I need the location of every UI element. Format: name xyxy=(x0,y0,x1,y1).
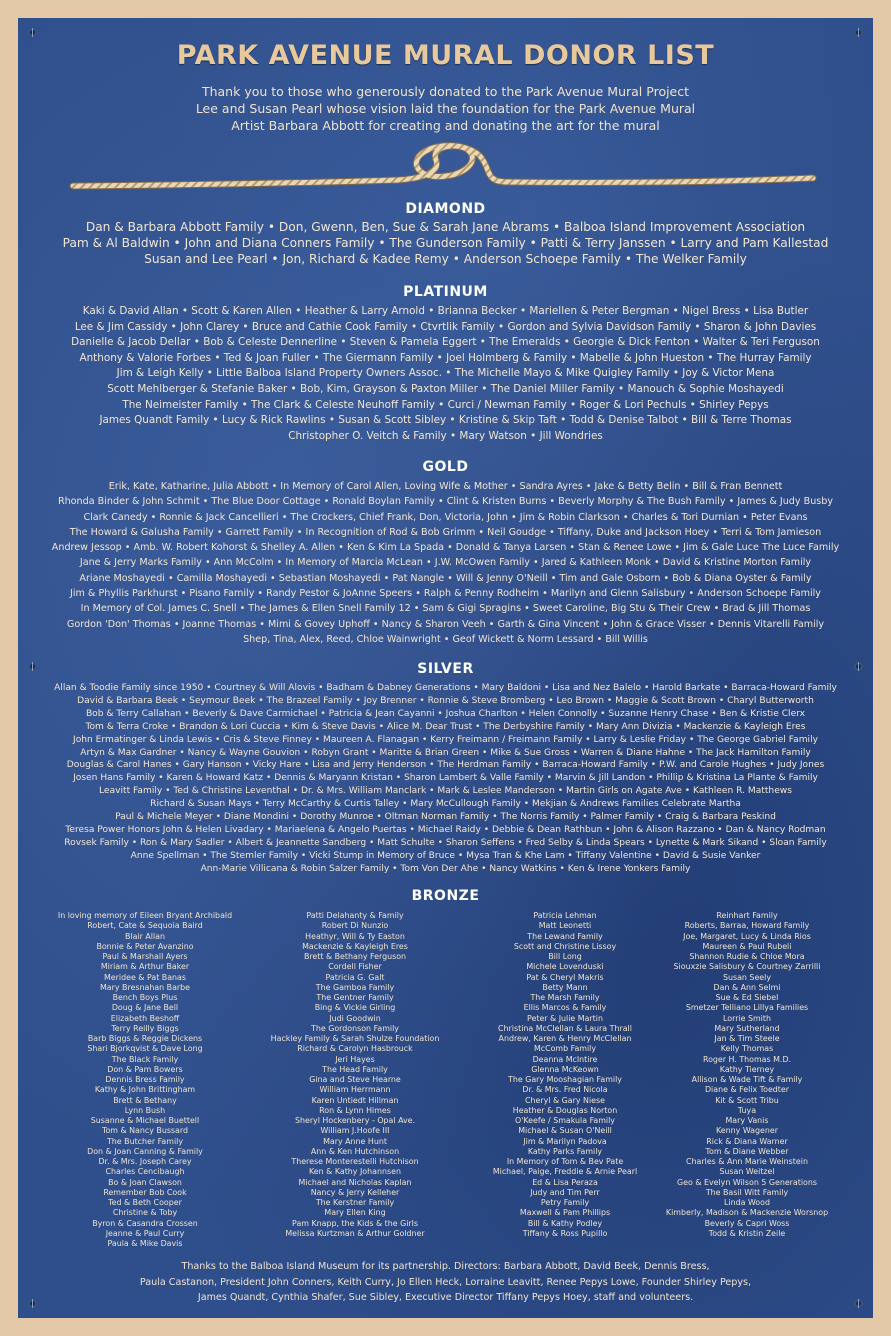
bronze-donor: Mackenzie & Kayleigh Eres xyxy=(302,941,408,951)
bronze-donor: Judi Goodwin xyxy=(329,1013,381,1023)
bronze-donor: Terry Reilly Biggs xyxy=(111,1023,179,1033)
bronze-donor: Roberts, Barraa, Howard Family xyxy=(684,921,810,931)
bronze-donor: Andrew, Karen & Henry McClellan xyxy=(498,1034,632,1043)
bronze-donor: Cheryl & Gary Niese xyxy=(525,1095,605,1105)
donor-line: Christopher O. Veitch & Family • Mary Watson • Jill Wondries xyxy=(288,429,603,442)
bronze-donor: Judy and Tim Perr xyxy=(530,1187,600,1197)
bronze-column-1 xyxy=(38,911,252,1249)
gold-donors xyxy=(18,479,873,647)
bronze-donor: Mary Sutherland xyxy=(714,1023,780,1033)
bronze-donor: Barb Biggs & Reggie Dickens xyxy=(87,1034,203,1043)
bronze-donor: Tuya xyxy=(737,1105,757,1115)
bronze-donor: Kimberly, Madison & Mackenzie Worsnop xyxy=(665,1208,829,1218)
bronze-donor: Miriam & Arthur Baker xyxy=(100,962,190,972)
donor-plaque xyxy=(18,18,873,1318)
donor-line: Clark Canedy • Ronnie & Jack Cancellieri • The Crockers, Chief Frank, Don, Victoria, John • Jim & Robin Clarkson • Charles & Tori Durnian • Peter Evans xyxy=(83,511,808,523)
donor-line: Allan & Toodie Family since 1950 • Courtney & Will Alovis • Badham & Dabney Generations • Mary Baldoni • Lisa and Nez Balelo • Harold Barkate • Barraca-Howard Family xyxy=(54,683,837,693)
bronze-donor: Todd & Kristin Zeile xyxy=(708,1228,786,1238)
donor-line: Richard & Susan Mays • Terry McCarthy & Curtis Talley • Mary McCullough Family • Mekjian & Andrews Families Celebrate Martha xyxy=(150,799,741,810)
bronze-donor: Melissa Kurtzman & Arthur Goldner xyxy=(285,1228,425,1238)
bronze-donor: Michael and Nicholas Kaplan xyxy=(298,1177,412,1187)
bronze-donor: Scott and Christine Lissoy xyxy=(513,941,617,951)
bronze-donor: Jeri Hayes xyxy=(335,1054,375,1064)
donor-line: Kaki & David Allan • Scott & Karen Allen • Heather & Larry Arnold • Brianna Becker • Mariellen & Peter Bergman • Nigel Bress • Lisa Butler xyxy=(82,305,809,317)
intro-line: Thank you to those who generously donated to the Park Avenue Mural Project xyxy=(201,84,690,99)
bronze-donor: Bench Boys Plus xyxy=(112,993,178,1002)
bronze-donor: Robert, Cate & Sequoia Baird xyxy=(87,921,203,931)
bronze-donor: Jeanne & Paul Curry xyxy=(105,1228,185,1238)
bronze-donor: Don & Joan Canning & Family xyxy=(87,1146,203,1156)
bronze-donor: Petry Family xyxy=(540,1198,590,1207)
bronze-column-4 xyxy=(640,911,854,1239)
donor-line: Paul & Michele Meyer • Diane Mondini • Dorothy Munroe • Oltman Norman Family • The Norris Family • Palmer Family • Craig & Barbara Peskind xyxy=(115,812,776,823)
bronze-donor: Shari Bjorkqvist & Dave Long xyxy=(87,1044,203,1054)
bronze-donor: Christina McClellan & Laura Thrall xyxy=(498,1023,632,1033)
bronze-donor: Heathyr, Will & Ty Easton xyxy=(305,931,405,941)
bronze-column-2 xyxy=(248,911,462,1239)
bronze-donor: Dan & Ann Selmi xyxy=(713,982,781,992)
bronze-donor: Heather & Douglas Norton xyxy=(512,1105,618,1115)
donor-line: Teresa Power Honors John & Helen Livadary • Mariaelena & Angelo Puertas • Michael Raidy • Debbie & Dean Rathbun • John & Alison Razzano • Dan & Nancy Rodman xyxy=(65,824,826,835)
bronze-donor: The Gamboa Family xyxy=(315,982,395,992)
bronze-donor: McComb Family xyxy=(533,1044,597,1054)
bronze-donor: Mary Ellen King xyxy=(324,1208,386,1218)
donor-line: Josen Hans Family • Karen & Howard Katz • Dennis & Maryann Kristan • Sharon Lambert & Valle Family • Marvin & Jill Landon • Phillip & Kristina La Plante & Family xyxy=(73,773,818,784)
bronze-donor: The Head Family xyxy=(322,1064,388,1074)
bronze-donor: Ted & Beth Cooper xyxy=(108,1198,182,1207)
bronze-donor: Betty Mann xyxy=(542,982,588,992)
bronze-donor: Michele Lovenduski xyxy=(526,962,604,972)
bronze-donor: Smetzer Telliano Lillya Families xyxy=(685,1003,809,1013)
donor-line: Jane & Jerry Marks Family • Ann McColm • In Memory of Marcia McLean • J.W. McOwen Family • Jared & Kathleen Monk • David & Kristine Morton Family xyxy=(79,557,812,569)
bronze-donor: Patricia G. Galt xyxy=(325,972,385,982)
bronze-donor: Doug & Jane Bell xyxy=(111,1003,179,1013)
donor-line: The Neimeister Family • The Clark & Celeste Neuhoff Family • Curci / Newman Family • Roger & Lori Pechuls • Shirley Pepys xyxy=(122,398,769,411)
bronze-donor: Ellis Marcos & Family xyxy=(523,1003,607,1013)
bronze-donor: Diane & Felix Toedter xyxy=(704,1085,789,1095)
screw-icon xyxy=(854,28,863,37)
bronze-donor: Dr. & Mrs. Fred Nicola xyxy=(522,1085,608,1095)
bronze-donor: Paula & Mike Davis xyxy=(107,1239,183,1248)
intro-line: Lee and Susan Pearl whose vision laid the foundation for the Park Avenue Mural xyxy=(195,101,696,116)
bronze-donor: Robert Di Nunzio xyxy=(321,921,389,931)
donor-line: Dan & Barbara Abbott Family • Don, Gwenn, Ben, Sue & Sarah Jane Abrams • Balboa Island Improvement Association xyxy=(85,220,806,234)
bronze-donor: Susan Weitzel xyxy=(719,1167,775,1177)
bronze-donor: Kit & Scott Tribu xyxy=(715,1095,779,1105)
bronze-donor: Gina and Steve Hearne xyxy=(309,1075,401,1084)
bronze-heading: BRONZE xyxy=(411,888,480,904)
bronze-donor: Patti Delahanty & Family xyxy=(306,911,404,920)
bronze-donor: Tom & Diane Webber xyxy=(705,1146,789,1156)
bronze-donor: Deanna McIntire xyxy=(532,1054,598,1064)
bronze-donor: Cordell Fisher xyxy=(328,962,382,972)
bronze-donor: Susan Seely xyxy=(722,972,772,982)
screw-icon xyxy=(28,28,37,37)
donor-line: Anne Spellman • The Stemler Family • Vicki Stump in Memory of Bruce • Mysa Tran & Khe Lam • Tiffany Valentine • David & Susie Vanker xyxy=(130,850,761,861)
bronze-donor: The Gordonson Family xyxy=(311,1023,399,1033)
bronze-donor: Karen Untiedt Hillman xyxy=(311,1095,399,1105)
bronze-donor: Joe, Margaret, Lucy & Linda Rios xyxy=(683,931,811,941)
footer-line: Paula Castanon, President John Conners, Keith Curry, Jo Ellen Heck, Lorraine Leavitt, Renee Pepys Lowe, Founder Shirley Pepys, xyxy=(139,1276,752,1288)
bronze-donor: In Memory of Tom & Bev Pate xyxy=(506,1157,624,1166)
bronze-donor: Pat & Cheryl Makris xyxy=(526,972,604,982)
bronze-donor: Dennis Bress Family xyxy=(105,1075,185,1084)
bronze-donor: Charles Cencibaugh xyxy=(105,1167,185,1177)
bronze-donor: Kelly Thomas xyxy=(720,1044,774,1054)
donor-line: Danielle & Jacob Dellar • Bob & Celeste Dennerline • Steven & Pamela Eggert • The Emeralds • Georgie & Dick Fenton • Walter & Teri Ferguson xyxy=(71,336,820,349)
donor-line: Susan and Lee Pearl • Jon, Richard & Kadee Remy • Anderson Schoepe Family • The Welker Family xyxy=(144,252,747,266)
bronze-donor: Roger H. Thomas M.D. xyxy=(702,1054,792,1064)
platinum-heading: PLATINUM xyxy=(403,284,488,300)
bronze-donor: The Kerstner Family xyxy=(315,1198,395,1207)
bronze-donor: Byron & Casandra Crossen xyxy=(92,1218,198,1228)
donor-line: Andrew Jessop • Amb. W. Robert Kohorst & Shelley A. Allen • Ken & Kim La Spada • Donald & Tanya Larsen • Stan & Renee Lowe • Jim & Gale Luce The Luce Family xyxy=(51,542,840,554)
donor-line: Douglas & Carol Hanes • Gary Hanson • Vicky Hare • Lisa and Jerry Henderson • The Herdman Family • Barraca-Howard Family • P.W. and Carole Hughes • Judy Jones xyxy=(66,760,825,771)
bronze-donor: Kenny Wagener xyxy=(716,1126,778,1136)
bronze-donor: Charles & Ann Marie Weinstein xyxy=(686,1157,808,1166)
bronze-donor: Matt Leonetti xyxy=(538,921,592,931)
donor-line: Ann-Marie Villicana & Robin Salzer Family • Tom Von Der Ahe • Nancy Watkins • Ken & Irene Yonkers Family xyxy=(200,863,691,874)
bronze-donor: Tom & Nancy Bussard xyxy=(101,1126,188,1136)
donor-line: David & Barbara Beek • Seymour Beek • The Brazeel Family • Joy Brenner • Ronnie & Steve Bromberg • Leo Brown • Maggie & Scott Brown • Charyl Butterworth xyxy=(77,695,814,706)
bronze-donor: Blair Allan xyxy=(124,931,165,941)
bronze-donor: Susanne & Michael Buettell xyxy=(90,1116,200,1125)
bronze-donor: Bill Long xyxy=(548,952,582,961)
bronze-donor: Mary Bresnahan Barbe xyxy=(99,982,191,992)
bronze-donor: Christine & Toby xyxy=(112,1208,178,1218)
donor-line: Rhonda Binder & John Schmit • The Blue Door Cottage • Ronald Boylan Family • Clint & Kristen Burns • Beverly Morphy & The Bush Family • James & Judy Busby xyxy=(57,496,834,508)
rope-knot-icon xyxy=(68,140,823,202)
bronze-donor: Meridee & Pat Banas xyxy=(103,972,187,982)
bronze-donor: Jan & Tim Steele xyxy=(714,1034,780,1043)
bronze-donor: Geo & Evelyn Wilson 5 Generations xyxy=(677,1177,817,1187)
bronze-donor: Brett & Bethany Ferguson xyxy=(303,952,407,961)
bronze-donor: Kathy Tierney xyxy=(719,1064,775,1074)
bronze-donor: Rick & Diana Warner xyxy=(706,1136,788,1146)
donor-line: The Howard & Galusha Family • Garrett Family • In Recognition of Rod & Bob Grimm • Neil Goudge • Tiffany, Duke and Jackson Hoey • Terri & Tom Jamieson xyxy=(69,526,822,538)
bronze-donor: Lynn Bush xyxy=(124,1105,166,1115)
bronze-donor: Reinhart Family xyxy=(716,911,778,920)
diamond-donors xyxy=(18,219,873,267)
platinum-donors xyxy=(18,304,873,444)
bronze-donor: Mary Anne Hunt xyxy=(323,1136,387,1146)
footer-line: James Quandt, Cynthia Shafer, Sue Sibley, Executive Director Tiffany Pepys Hoey, staff and volunteers. xyxy=(197,1292,694,1303)
bronze-donor: Michael, Paige, Freddie & Arnie Pearl xyxy=(492,1167,638,1177)
bronze-donor: Dr. & Mrs. Joseph Carey xyxy=(98,1157,192,1166)
silver-donors xyxy=(18,682,873,876)
intro-line: Artist Barbara Abbott for creating and donating the art for the mural xyxy=(231,118,660,133)
donor-line: Erik, Kate, Katharine, Julia Abbott • In Memory of Carol Allen, Loving Wife & Mother • Sandra Ayres • Jake & Betty Belin • Bill & Fran Bennett xyxy=(108,481,783,492)
bronze-donor: The Black Family xyxy=(111,1054,179,1064)
donor-line: Shep, Tina, Alex, Reed, Chloe Wainwright • Geof Wickett & Norm Lessard • Bill Willis xyxy=(243,633,648,645)
bronze-donor: Lorrie Smith xyxy=(723,1013,771,1023)
bronze-donor: The Lewand Family xyxy=(527,931,603,941)
bronze-donor: Ron & Lynn Himes xyxy=(319,1105,391,1115)
bronze-donor: Patricia Lehman xyxy=(533,911,597,920)
bronze-donor: Kathy Parks Family xyxy=(527,1146,603,1156)
donor-line: Ariane Moshayedi • Camilla Moshayedi • Sebastian Moshayedi • Pat Nangle • Will & Jenny O'Neill • Tim and Gale Osborn • Bob & Diana Oyster & Family xyxy=(79,572,812,584)
bronze-donor: Jim & Marilyn Padova xyxy=(523,1136,607,1146)
donor-line: Anthony & Valorie Forbes • Ted & Joan Fuller • The Giermann Family • Joel Holmberg & Family • Mabelle & John Hueston • The Hurray Family xyxy=(79,351,812,364)
bronze-donor: In loving memory of Eileen Bryant Archibald xyxy=(57,911,233,920)
donor-line: Bob & Terry Callahan • Beverly & Dave Carmichael • Patricia & Jean Cayanni • Joshua Charlton • Helen Connolly • Suzanne Henry Chase • Ben & Kristie Clerx xyxy=(85,708,806,719)
donor-line: Pam & Al Baldwin • John and Diana Conners Family • The Gunderson Family • Patti & Terry Janssen • Larry and Pam Kallestad xyxy=(62,236,829,250)
bronze-donor: The Butcher Family xyxy=(106,1136,184,1146)
donor-line: Rovsek Family • Ron & Mary Sadler • Albert & Jeannette Sandberg • Matt Schulte • Sharon Seffens • Fred Selby & Linda Spears • Lynette & Mark Sikand • Sloan Family xyxy=(64,837,827,848)
donor-line: Jim & Leigh Kelly • Little Balboa Island Property Owners Assoc. • The Michelle Mayo & Mike Quigley Family • Joy & Victor Mena xyxy=(116,367,775,380)
bronze-donor: Mary Vanis xyxy=(725,1116,769,1125)
bronze-donor: Linda Wood xyxy=(724,1198,770,1207)
bronze-donor: Nancy & Jerry Kelleher xyxy=(310,1187,400,1197)
bronze-donor: Bill & Kathy Podley xyxy=(527,1218,603,1228)
bronze-donor: Bo & Joan Clawson xyxy=(108,1177,182,1187)
bronze-donor: Bing & Vickie Girling xyxy=(314,1003,396,1013)
bronze-donor: Allison & Wade Tift & Family xyxy=(691,1075,803,1084)
bronze-donor: Ann & Ken Hutchinson xyxy=(310,1146,400,1156)
bronze-donor: The Gentner Family xyxy=(316,993,394,1002)
bronze-donor: Don & Pam Bowers xyxy=(107,1064,183,1074)
donor-line: Tom & Terra Croke • Brandon & Lori Cuccia • Kim & Steve Davis • Alice M. Dear Trust • The Derbyshire Family • Mary Ann Divizia • Mackenzie & Kayleigh Eres xyxy=(85,721,806,732)
bronze-donor: William J.Hoofe III xyxy=(320,1126,390,1136)
bronze-donor: Bonnie & Peter Avanzino xyxy=(96,941,194,951)
donor-line: Gordon 'Don' Thomas • Joanne Thomas • Mimi & Govey Uphoff • Nancy & Sharon Veeh • Garth & Gina Vincent • John & Grace Visser • Dennis Vitarelli Family xyxy=(66,618,825,630)
intro-text xyxy=(18,83,873,134)
bronze-donor: Siouxzie Salisbury & Courtney Zarrilli xyxy=(673,962,821,972)
bronze-donor: Maureen & Paul Rubeli xyxy=(702,941,792,951)
bronze-donor: Remember Bob Cook xyxy=(103,1187,187,1197)
bronze-donor: Ken & Kathy Johannsen xyxy=(309,1167,401,1177)
donor-line: James Quandt Family • Lucy & Rick Rawlins • Susan & Scott Sibley • Kristine & Skip Taft • Todd & Denise Talbot • Bill & Terre Thomas xyxy=(99,414,792,427)
donor-line: Lee & Jim Cassidy • John Clarey • Bruce and Cathie Cook Family • Ctvrtlik Family • Gordon and Sylvia Davidson Family • Sharon & John Davies xyxy=(74,320,817,333)
bronze-donor: O'Keefe / Smakula Family xyxy=(515,1116,615,1125)
donor-line: Jim & Phyllis Parkhurst • Pisano Family • Randy Pestor & JoAnne Speers • Ralph & Penny Rodheim • Marilyn and Glenn Salisbury • Anderson Schoepe Family xyxy=(70,588,821,600)
bronze-donor: Tiffany & Ross Pupillo xyxy=(522,1228,608,1238)
footer-acknowledgement xyxy=(18,1259,873,1306)
bronze-donor: Pam Knapp, the Kids & the Girls xyxy=(292,1218,418,1228)
donor-line: Scott Mehlberger & Stefanie Baker • Bob, Kim, Grayson & Paxton Miller • The Daniel Miller Family • Manouch & Sophie Moshayedi xyxy=(107,382,784,395)
gold-heading: GOLD xyxy=(422,459,469,475)
bronze-donor: Paul & Marshall Ayers xyxy=(102,952,188,961)
bronze-donor: Kathy & John Brittingham xyxy=(94,1085,196,1095)
bronze-donor: Beverly & Capri Woss xyxy=(704,1218,790,1228)
bronze-donor: Ed & Lisa Peraza xyxy=(532,1177,598,1187)
bronze-donor: Hackley Family & Sarah Shulze Foundation xyxy=(270,1034,440,1043)
bronze-donor: The Basil Witt Family xyxy=(705,1187,789,1197)
bronze-donor: The Gary Mooshagian Family xyxy=(508,1075,622,1084)
donor-line: John Ermatinger & Linda Lewis • Cris & Steve Finney • Maureen A. Flanagan • Kerry Freimann / Freimann Family • Larry & Leslie Friday • The George Gabriel Family xyxy=(73,734,818,745)
bronze-donor: Sheryl Hockenbery - Opal Ave. xyxy=(294,1116,416,1125)
bronze-donor: Glenna McKeown xyxy=(531,1064,599,1074)
page-title: PARK AVENUE MURAL DONOR LIST xyxy=(176,40,715,71)
diamond-heading: DIAMOND xyxy=(405,201,486,217)
bronze-donor: Maxwell & Pam Phillips xyxy=(519,1208,611,1218)
footer-line: Thanks to the Balboa Island Museum for its partnership. Directors: Barbara Abbott, David Beek, Dennis Bress, xyxy=(181,1261,710,1272)
bronze-donor: Michael & Susan O'Neill xyxy=(518,1126,612,1136)
bronze-donor: Elizabeth Beshoff xyxy=(110,1013,180,1023)
donor-line: Artyn & Max Gardner • Nancy & Wayne Gouvion • Robyn Grant • Maritte & Brian Green • Mike & Sue Gross • Warren & Diane Hahne • The Jack Hamilton Family xyxy=(80,747,811,758)
bronze-donor: The Marsh Family xyxy=(530,993,600,1002)
donor-line: In Memory of Col. James C. Snell • The James & Ellen Snell Family 12 • Sam & Gigi Spragins • Sweet Caroline, Big Stu & Their Crew • Brad & Jill Thomas xyxy=(80,603,811,615)
bronze-donor: Shannon Rudie & Chloe Mora xyxy=(689,952,805,961)
bronze-donor: Peter & Julie Martin xyxy=(527,1013,603,1023)
bronze-donor: Richard & Carolyn Hasbrouck xyxy=(297,1044,413,1054)
bronze-donor: Sue & Ed Siebel xyxy=(715,993,779,1002)
bronze-donor: William Herrmann xyxy=(319,1085,391,1095)
silver-heading: SILVER xyxy=(417,661,474,677)
bronze-donor: Brett & Bethany xyxy=(113,1095,177,1105)
bronze-donor: Therese Monterestelli Hutchison xyxy=(291,1157,419,1166)
donor-line: Leavitt Family • Ted & Christine Leventhal • Dr. & Mrs. William Manclark • Mark & Leslee Manderson • Martin Girls on Agate Ave • Kathleen R. Matthews xyxy=(99,786,792,797)
